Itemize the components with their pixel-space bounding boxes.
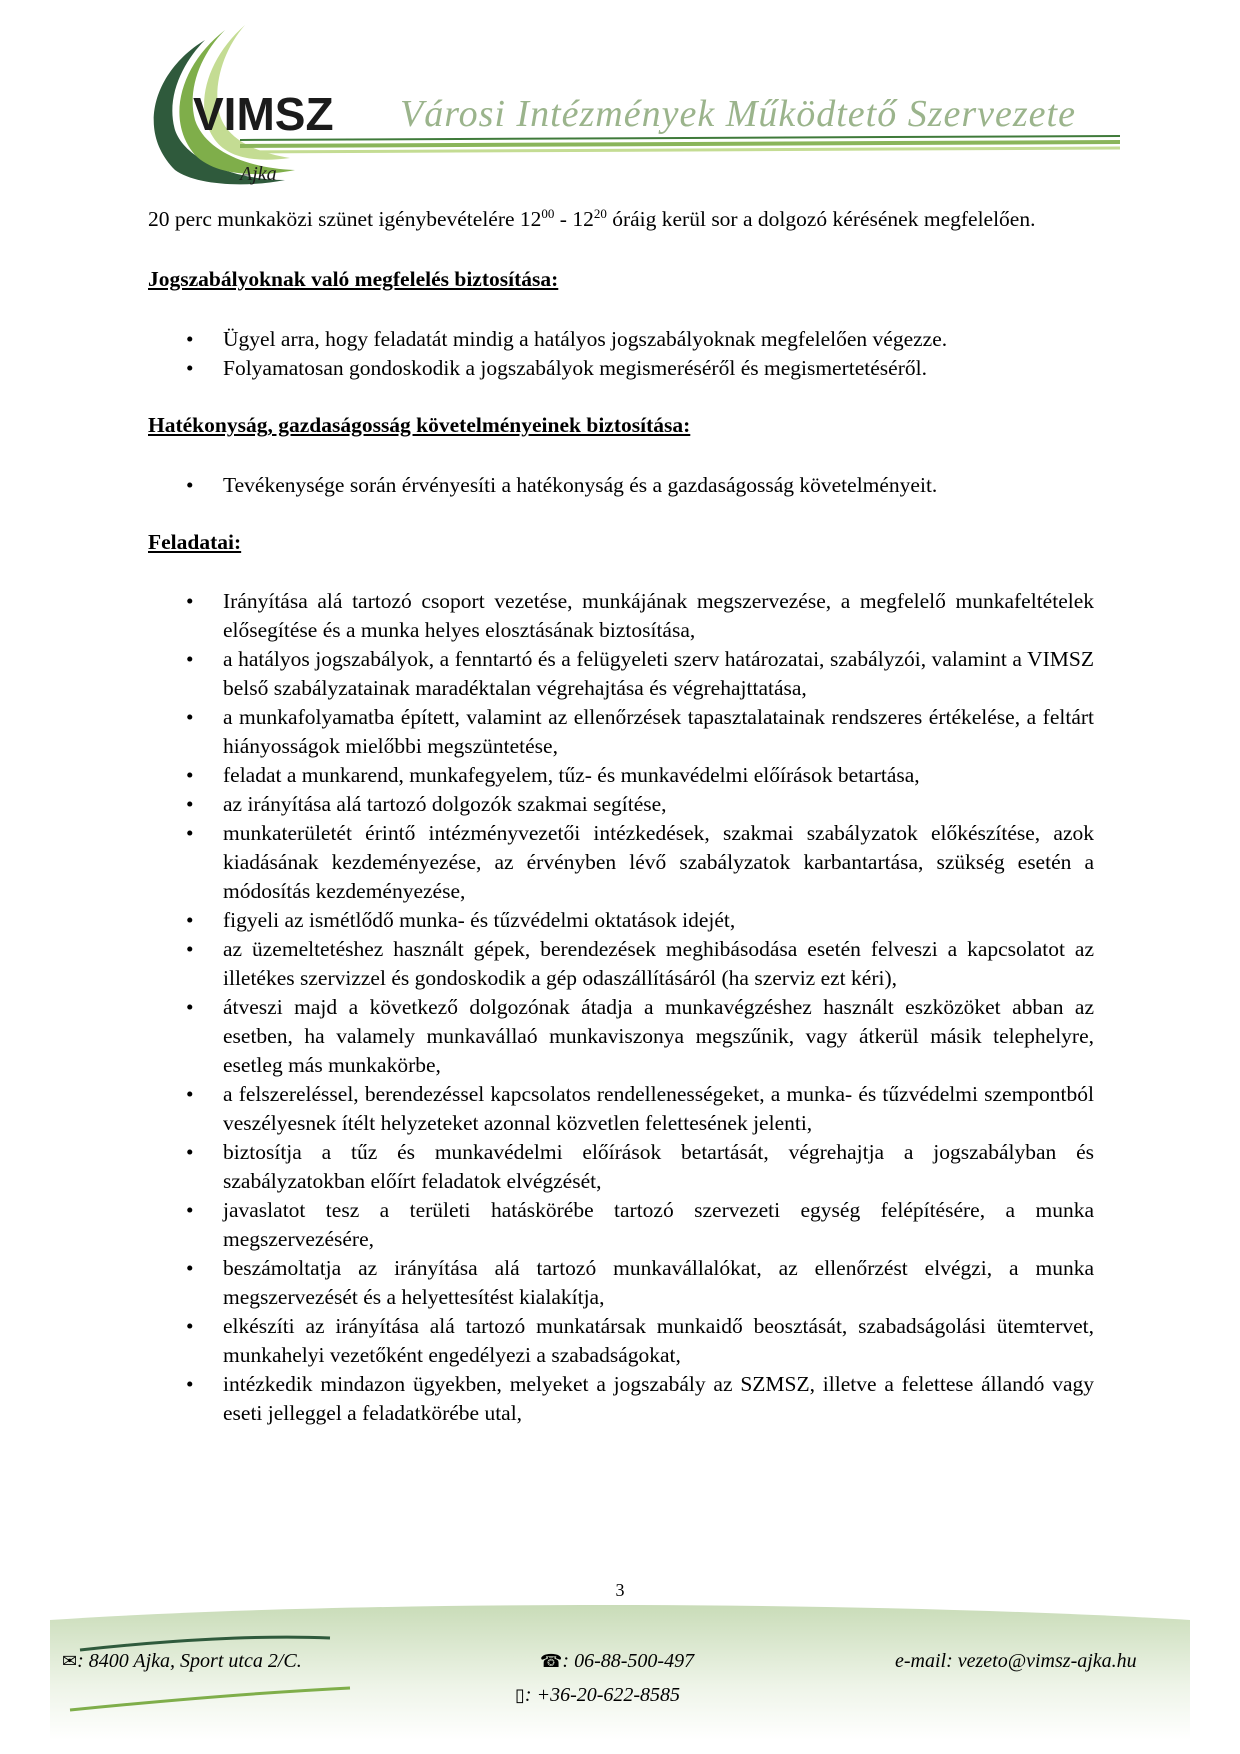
header-divider (240, 134, 1120, 160)
list-item: • az üzemeltetéshez használt gépek, berendezések meghibásodása esetén felveszi a kapcsolatot az illetékes szervizzel és gondoskodik a gép odaszállításáról (ha szerviz ezt kéri), (148, 935, 1094, 993)
list-item: • Ügyel arra, hogy feladatát mindig a hatályos jogszabályoknak megfelelően végezze. (148, 325, 1094, 354)
svg-text:VIMSZ: VIMSZ (193, 88, 334, 140)
telephone-icon: ☎ (540, 1651, 563, 1672)
footer-phone: ☎: 06-88-500-497 (540, 1650, 695, 1672)
list-item: • munkaterületét érintő intézményvezetői intézkedések, szakmai szabályzatok előkészítése, azok kiadásának kezdeményezése, az érvényben lévő szabályzatok karbantartása, szükség esetén a módosítás kezdeményezése, (148, 819, 1094, 906)
list-item: • javaslatot tesz a területi hatáskörébe tartozó szervezeti egység felépítésére, a munka megszervezésére, (148, 1196, 1094, 1254)
efficiency-list (148, 471, 1094, 500)
footer-address: ✉: 8400 Ajka, Sport utca 2/C. (62, 1650, 302, 1672)
footer-email: e-mail: vezeto@vimsz-ajka.hu (895, 1650, 1137, 1672)
intro-paragraph: 20 perc munkaközi szünet igénybevételére $12^{00} - 12^{20}$ óráig kerül sor a dolgozó kérésének megfelelően. (148, 205, 1036, 231)
document-body (148, 205, 1094, 1428)
page-number: 3 (615, 1580, 625, 1600)
list-item: • Tevékenysége során érvényesíti a hatékonyság és a gazdaságosság követelményeit. (148, 471, 1094, 500)
list-item: • a felszereléssel, berendezéssel kapcsolatos rendellenességeket, a munka- és tűzvédelmi szempontból veszélyesnek ítélt helyzeteket azonnal közvetlen felettesének jelenti, (148, 1080, 1094, 1138)
svg-text:Ajka: Ajka (240, 163, 277, 185)
list-item: • Folyamatosan gondoskodik a jogszabályok megismeréséről és megismertetéséről. (148, 354, 1094, 383)
list-item: • a hatályos jogszabályok, a fenntartó és a felügyeleti szerv határozatai, szabályzói, valamint a VIMSZ belső szabályzatainak maradéktalan végrehajtása és végrehajttatása, (148, 645, 1094, 703)
organization-name: Városi Intézmények Működtető Szervezete (400, 93, 1076, 135)
list-item: • az irányítása alá tartozó dolgozók szakmai segítése, (148, 790, 1094, 819)
vimsz-logo (135, 20, 355, 190)
mobile-phone-icon: ▯ (515, 1685, 525, 1706)
list-item: • intézkedik mindazon ügyekben, melyeket a jogszabály az SZMSZ, illetve a felettese állandó vagy eseti jelleggel a feladatkörébe utal, (148, 1370, 1094, 1428)
footer-mobile: ▯: +36-20-622-8585 (515, 1684, 681, 1706)
section-heading-efficiency: Hatékonyság, gazdaságosság követelményeinek biztosítása: (148, 413, 691, 437)
list-item: • biztosítja a tűz és munkavédelmi előírások betartását, végrehajtja a jogszabályban és szabályzatokban előírt feladatok elvégzését, (148, 1138, 1094, 1196)
section-heading-compliance: Jogszabályoknak való megfelelés biztosítása: (148, 267, 559, 291)
list-item: • feladat a munkarend, munkafegyelem, tűz- és munkavédelmi előírások betartása, (148, 761, 1094, 790)
section-heading-tasks: Feladatai: (148, 530, 242, 554)
list-item: • a munkafolyamatba épített, valamint az ellenőrzések tapasztalatainak rendszeres értékelése, a feltárt hiányosságok mielőbbi megszüntetése, (148, 703, 1094, 761)
list-item: • Irányítása alá tartozó csoport vezetése, munkájának megszervezése, a megfelelő munkafeltételek elősegítése és a munka helyes elosztásának biztosítása, (148, 587, 1094, 645)
envelope-icon: ✉ (62, 1651, 78, 1672)
list-item: • átveszi majd a következő dolgozónak átadja a munkavégzéshez használt eszközöket abban az esetben, ha valamely munkavállaó munkaviszonya megszűnik, vagy átkerül másik telephelyre, esetleg más munkakörbe, (148, 993, 1094, 1080)
list-item: • beszámoltatja az irányítása alá tartozó munkavállalókat, az ellenőrzést elvégzi, a munka megszervezését és a helyettesítést kialakítja, (148, 1254, 1094, 1312)
compliance-list (148, 325, 1094, 383)
list-item: • figyeli az ismétlődő munka- és tűzvédelmi oktatások idejét, (148, 906, 1094, 935)
list-item: • elkészíti az irányítása alá tartozó munkatársak munkaidő beosztását, szabadságolási ütemtervet, munkahelyi vezetőként engedélyezi a szabadságokat, (148, 1312, 1094, 1370)
tasks-list (148, 587, 1094, 1428)
